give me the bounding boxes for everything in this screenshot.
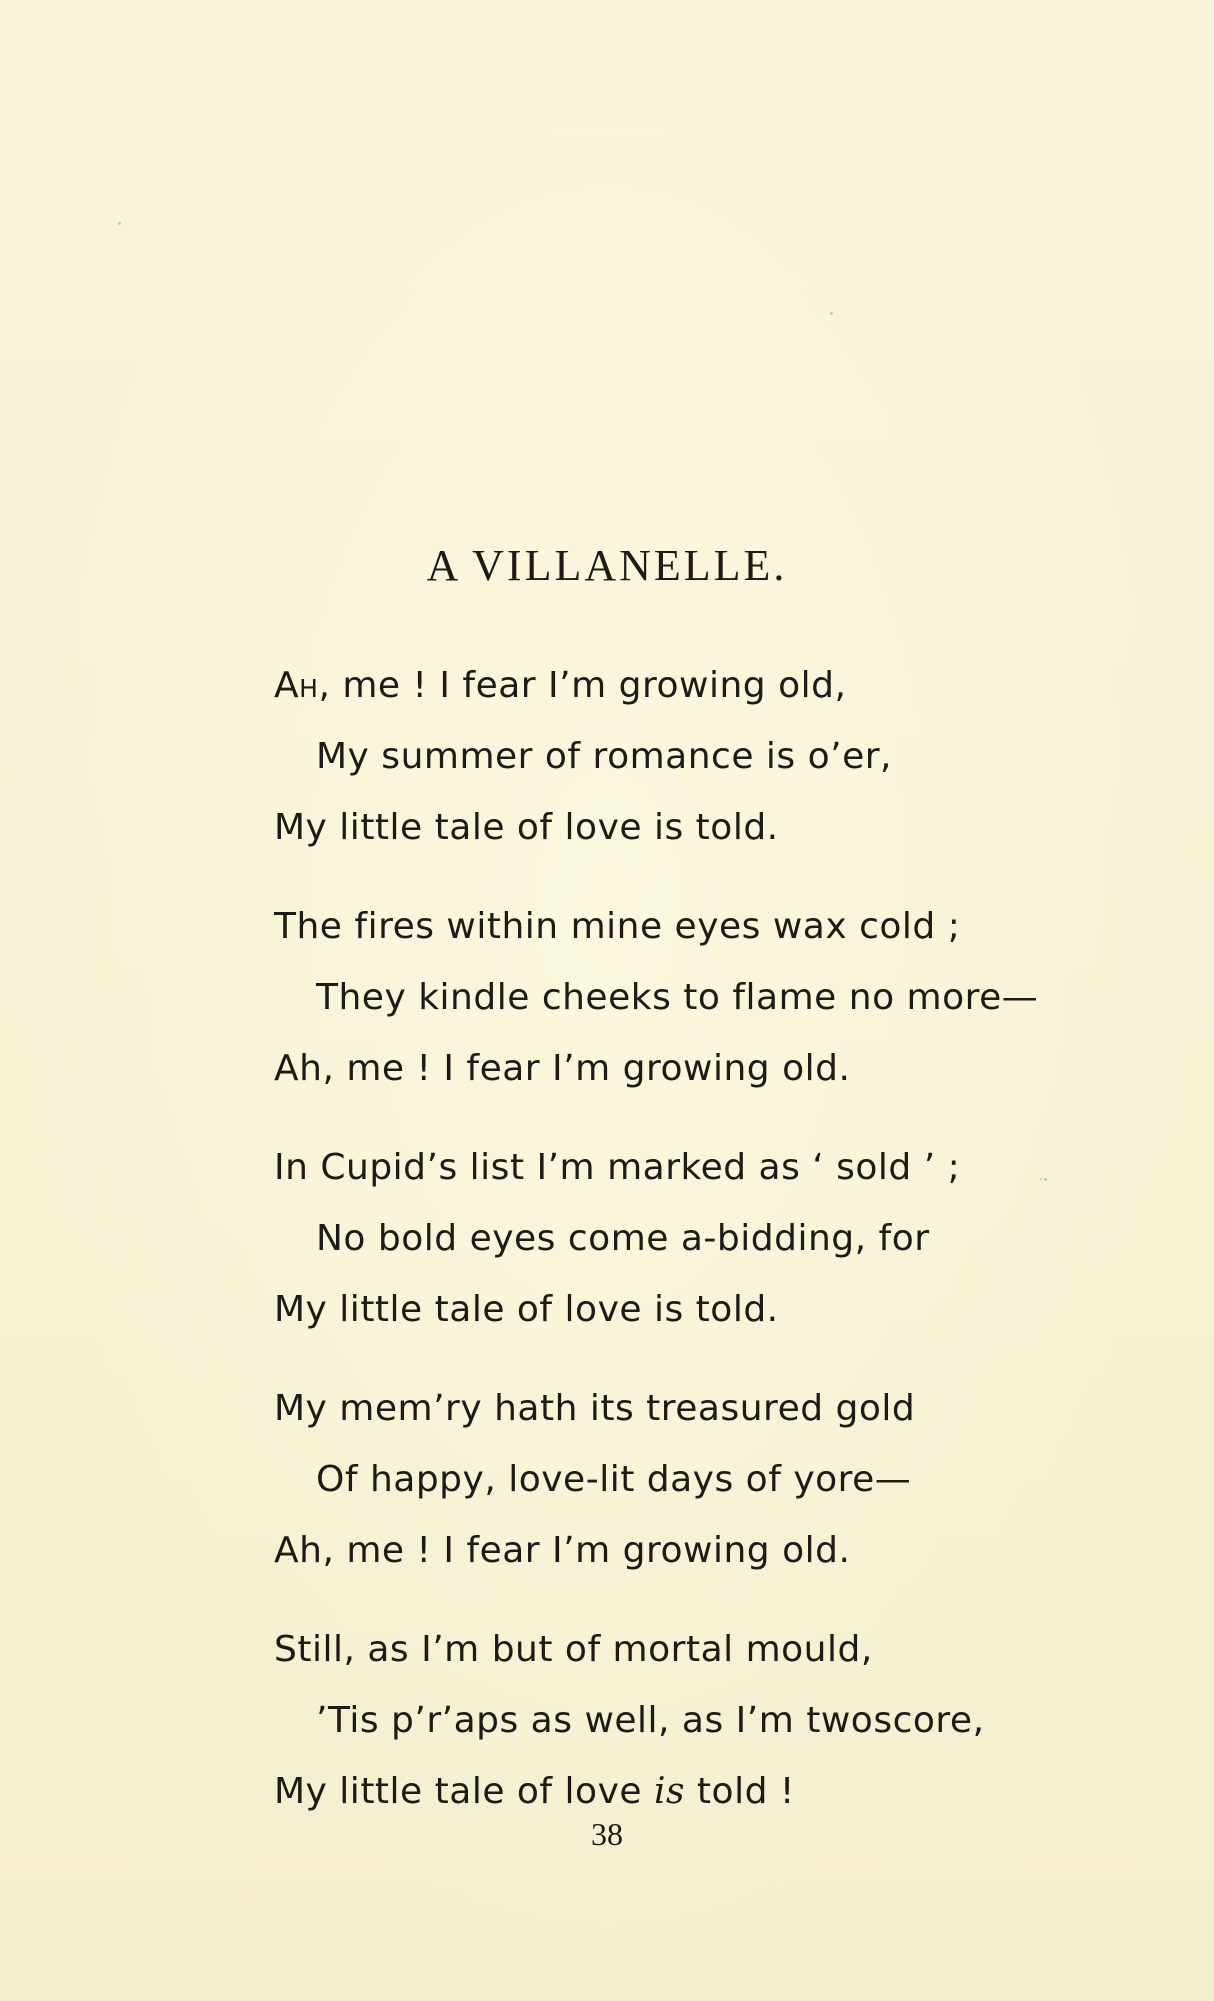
poem-line: Still, as I’m but of mortal mould,	[274, 1629, 873, 1670]
line-initial-word: Ah	[274, 665, 319, 706]
stanza-4	[274, 1373, 1154, 1586]
poem-line: The fires within mine eyes wax cold ;	[274, 906, 961, 947]
stanza-gap	[274, 1586, 1154, 1614]
stanza-2	[274, 891, 1154, 1104]
poem-line: Of happy, love-lit days of yore—	[316, 1459, 912, 1500]
poem-line: They kindle cheeks to flame no more—	[316, 977, 1039, 1018]
poem-line: My summer of romance is o’er,	[316, 736, 892, 777]
stanza-gap	[274, 863, 1154, 891]
page-number: 38	[591, 1816, 623, 1852]
poem-line	[274, 650, 1154, 721]
stanza-gap	[274, 1104, 1154, 1132]
stanza-1	[274, 650, 1154, 863]
poem-line: ’Tis p’r’aps as well, as I’m twoscore,	[316, 1700, 985, 1741]
line-text: My little tale of love	[274, 1771, 654, 1812]
line-text: told !	[684, 1771, 795, 1812]
paper-speck	[118, 222, 121, 225]
line-text: , me ! I fear I’m growing old,	[318, 665, 847, 706]
paper-speck	[830, 312, 833, 315]
poem-line: Ah, me ! I fear I’m growing old.	[274, 1530, 851, 1571]
stanza-3	[274, 1132, 1154, 1345]
poem-line: In Cupid’s list I’m marked as ‘ sold ’ ;	[274, 1147, 961, 1188]
poem-line: My little tale of love is told.	[274, 807, 779, 848]
poem-line: Ah, me ! I fear I’m growing old.	[274, 1048, 851, 1089]
poem-line: My little tale of love is told.	[274, 1289, 779, 1330]
poem-line: No bold eyes come a-bidding, for	[316, 1218, 930, 1259]
stanza-5	[274, 1614, 1154, 1827]
poem-body	[274, 650, 1154, 1827]
emphasized-word: is	[653, 1771, 685, 1812]
stanza-gap	[274, 1345, 1154, 1373]
poem-line: My mem’ry hath its treasured gold	[274, 1388, 916, 1429]
poem-title: A VILLANELLE.	[426, 541, 788, 590]
